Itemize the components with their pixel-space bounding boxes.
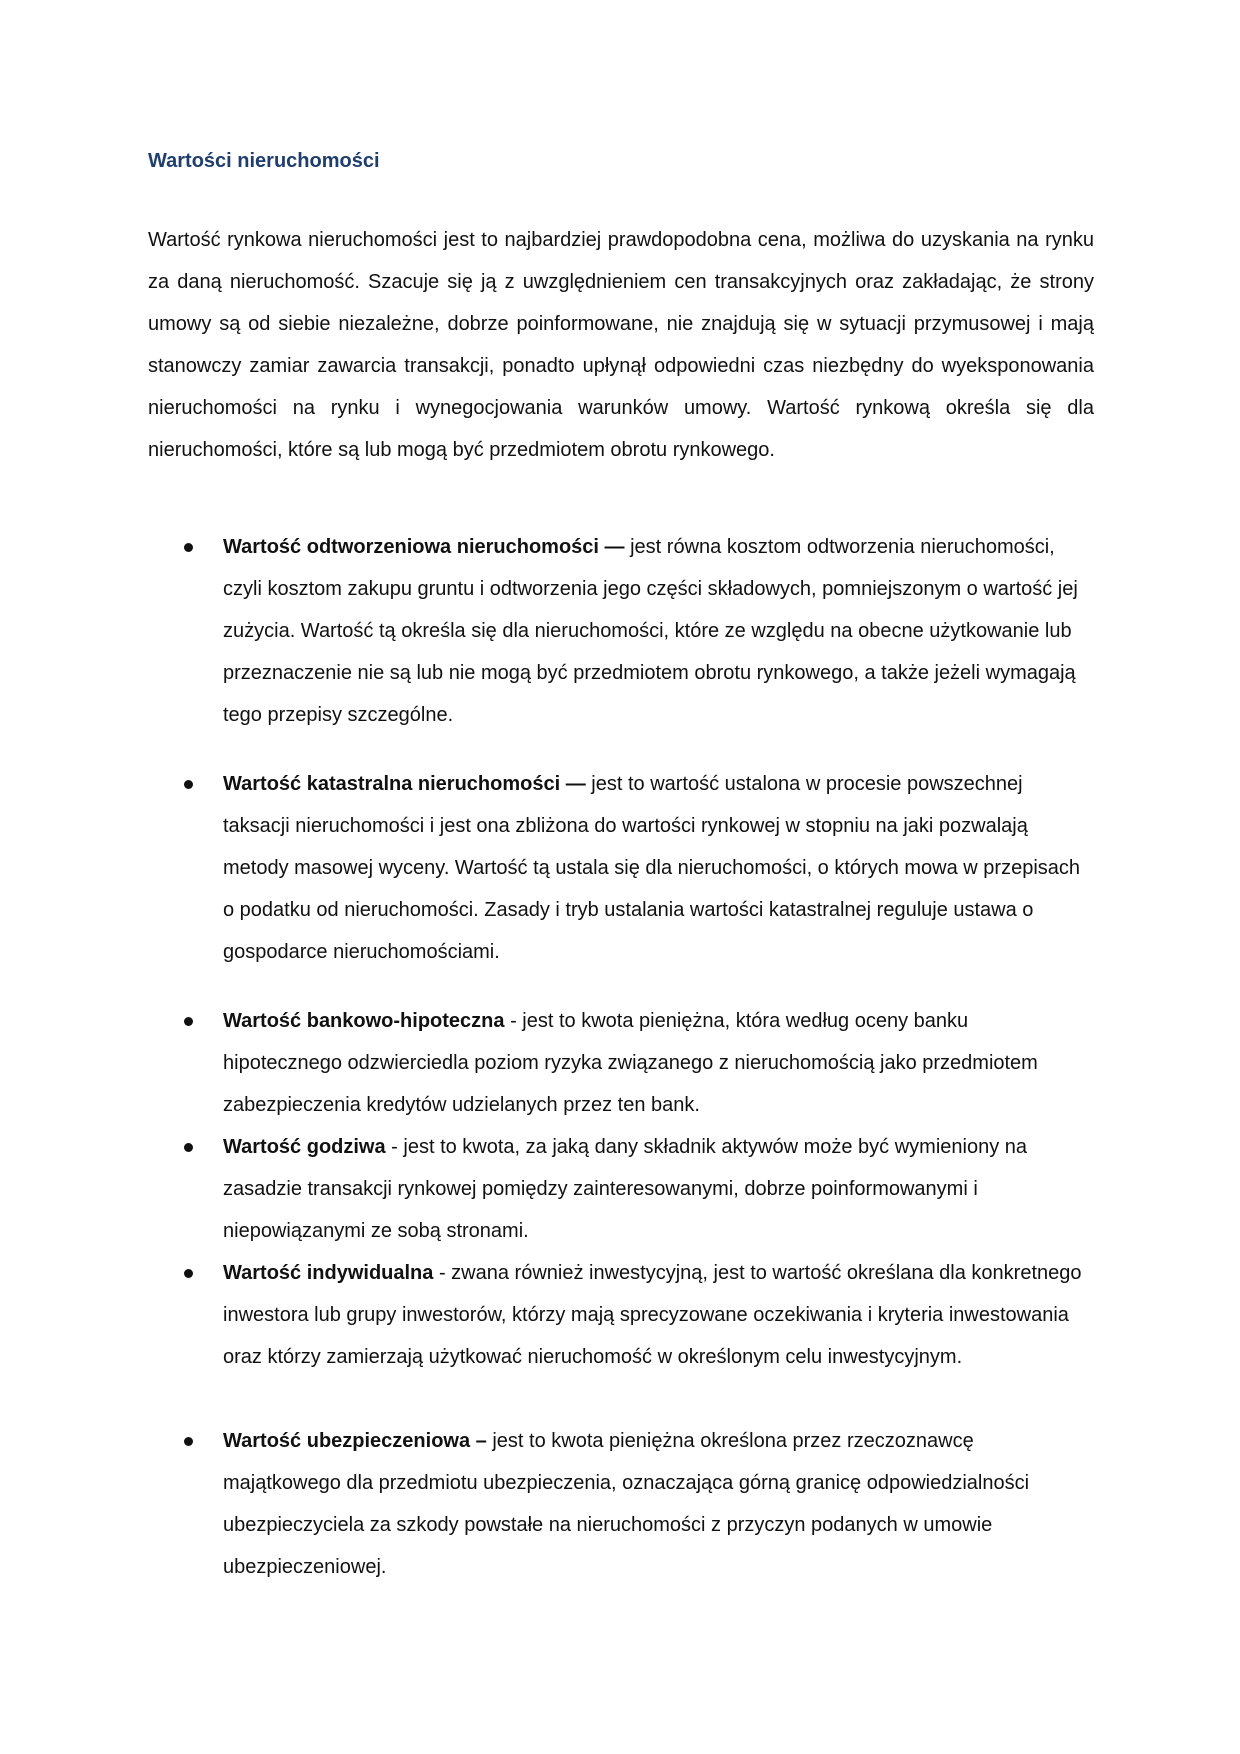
definition-text: jest to wartość ustalona w procesie powszechnej taksacji nieruchomości i jest ona zbliżona do wartości rynkowej w stopniu na jaki pozwalają metody masowej wyceny. Wartość tą ustala się dla nieruchomości, o których mowa w przepisach o podatku od nieruchomości. Zasady i tryb ustalania wartości katastralnej reguluje ustawa o gospodarce nieruchomościami. [223, 773, 1081, 963]
definition-text: - jest to kwota pieniężna, która według oceny banku hipotecznego odzwierciedla poziom ryzyka związanego z nieruchomością jako przedmiotem zabezpieczenia kredytów udzielanych przez ten bank. [223, 1010, 1038, 1116]
definition-text: - zwana również inwestycyjną, jest to wartość określana dla konkretnego inwestora lub grupy inwestorów, którzy mają sprecyzowane oczekiwania i kryteria inwestowania oraz którzy zamierzają użytkować nieruchomość w określonym celu inwestycyjnym. [223, 1262, 1082, 1368]
definition-term: Wartość odtworzeniowa nieruchomości — [223, 536, 625, 558]
document-page [148, 140, 1094, 1578]
definition-katastralna [223, 763, 1091, 973]
document-title: Wartości nieruchomości [148, 150, 380, 172]
definition-term: Wartość indywidualna [223, 1262, 434, 1284]
definition-odtworzeniowa [223, 526, 1091, 736]
bullet-icon [184, 1437, 193, 1446]
definition-term: Wartość katastralna nieruchomości — [223, 773, 586, 795]
bullet-icon [184, 1269, 193, 1278]
definition-text: jest równa kosztom odtworzenia nieruchomości, czyli kosztom zakupu gruntu i odtworzenia jego części składowych, pomniejszonym o wartość jej zużycia. Wartość tą określa się dla nieruchomości, które ze względu na obecne użytkowanie lub przeznaczenie nie są lub nie mogą być przedmiotem obrotu rynkowego, a także jeżeli wymagają tego przepisy szczególne. [223, 536, 1078, 726]
bullet-icon [184, 1017, 193, 1026]
definition-text: - jest to kwota, za jaką dany składnik aktywów może być wymieniony na zasadzie transakcji rynkowej pomiędzy zainteresowanymi, dobrze poinformowanymi i niepowiązanymi ze sobą stronami. [223, 1136, 1027, 1242]
definition-ubezpieczeniowa [223, 1420, 1091, 1588]
intro-paragraph: Wartość rynkowa nieruchomości jest to najbardziej prawdopodobna cena, możliwa do uzyskania na rynku za daną nieruchomość. Szacuje się ją z uwzględnieniem cen transakcyjnych oraz zakładając, że strony umowy są od siebie niezależne, dobrze poinformowane, nie znajdują się w sytuacji przymusowej i mają stanowczy zamiar zawarcia transakcji, ponadto upłynął odpowiedni czas niezbędny do wyeksponowania nieruchomości na rynku i wynegocjowania warunków umowy. Wartość rynkową określa się dla nieruchomości, które są lub mogą być przedmiotem obrotu rynkowego. [148, 229, 1094, 461]
definition-text: jest to kwota pieniężna określona przez rzeczoznawcę majątkowego dla przedmiotu ubezpieczenia, oznaczająca górną granicę odpowiedzialności ubezpieczyciela za szkody powstałe na nieruchomości z przyczyn podanych w umowie ubezpieczeniowej. [223, 1430, 1030, 1578]
bullet-icon [184, 1143, 193, 1152]
definition-indywidualna [223, 1252, 1091, 1378]
bullet-icon [184, 780, 193, 789]
bullet-icon [184, 543, 193, 552]
definition-bankowo-hipoteczna [223, 1000, 1091, 1126]
definition-term: Wartość bankowo-hipoteczna [223, 1010, 505, 1032]
definition-term: Wartość ubezpieczeniowa – [223, 1430, 487, 1452]
definition-godziwa [223, 1126, 1091, 1252]
definition-term: Wartość godziwa [223, 1136, 386, 1158]
